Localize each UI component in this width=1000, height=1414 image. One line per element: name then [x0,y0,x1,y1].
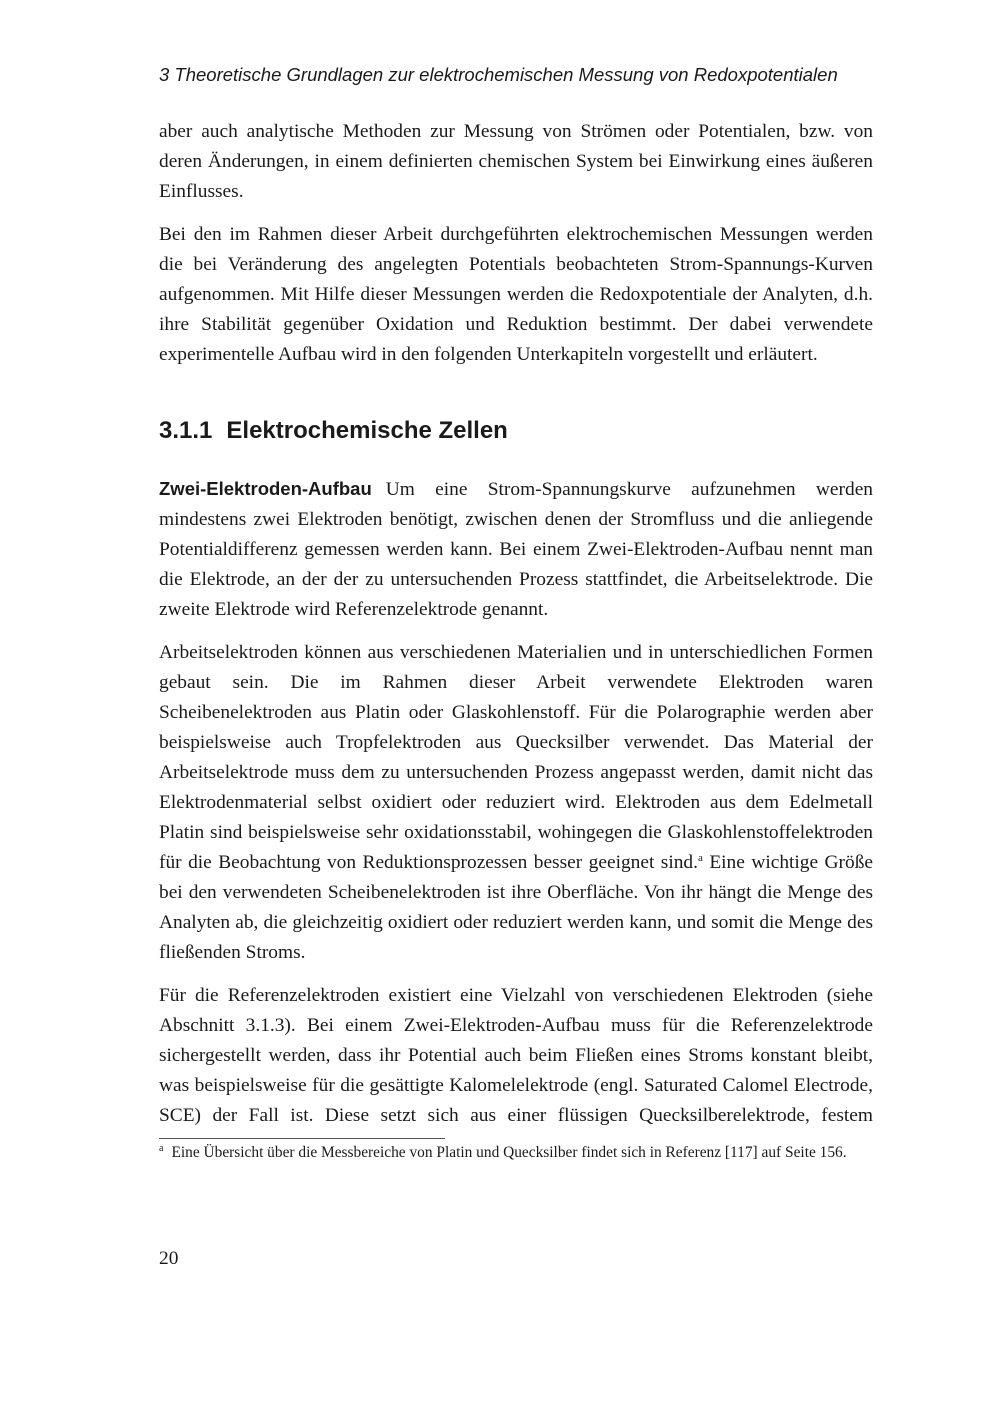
running-header: 3 Theoretische Grundlagen zur elektrochemischen Messung von Redoxpotentialen [159,64,838,85]
two-electrode-paragraph-1-text: Um eine Strom-Spannungskurve aufzunehmen werden mindestens zwei Elektroden benötigt, zwischen denen der Stromfluss und die anliegende Potentialdifferenz gemessen werden kann. Bei einem Zwei-Elektroden-Aufbau nennt man die Elektrode, an der der zu untersuchenden Prozess stattfindet, die Arbeitselektrode. Die zweite Elektrode wird Referenzelektrode genannt. [159,479,873,620]
footnote-reference: a [697,852,703,864]
footnote-divider [159,1138,445,1139]
section-title: Elektrochemische Zellen [226,417,508,444]
section-body [159,474,873,1131]
footnote-mark: a [159,1143,164,1154]
working-electrode-paragraph [159,638,873,968]
intro-paragraph-2: Bei den im Rahmen dieser Arbeit durchgeführten elektrochemischen Messungen werden die bei Veränderung des angelegten Potentials beobachteten Strom-Spannungs-Kurven aufgenommen. Mit Hilfe dieser Messungen werden die Redoxpotentiale der Analyten, d.h. ihre Stabilität gegenüber Oxidation und Reduktion bestimmt. Der dabei verwendete experimentelle Aufbau wird in den folgenden Unterkapiteln vorgestellt und erläutert. [159,224,873,365]
intro-paragraph-1: aber auch analytische Methoden zur Messung von Strömen oder Potentialen, bzw. von deren Änderungen, in einem definierten chemischen System bei Einwirkung eines äußeren Einflusses. [159,121,873,202]
two-electrode-paragraph-1 [159,474,873,625]
working-electrode-text-b: Eine wichtige Größe bei den verwendeten Scheibenelektroden ist ihre Oberfläche. Von ihr hängt die Menge des Analyten ab, die gleichzeitig oxidiert oder reduziert werden kann, und somit die Menge des fließenden Stroms. [159,852,873,963]
intro-block [159,117,873,370]
working-electrode-text-a: Arbeitselektroden können aus verschiedenen Materialien und in unterschiedlichen Formen gebaut sein. Die im Rahmen dieser Arbeit verwendete Elektroden waren Scheibenelektroden aus Platin oder Glaskohlenstoff. Für die Polarographie werden aber beispielsweise auch Tropfelektroden aus Quecksilber verwendet. Das Material der Arbeitselektrode muss dem zu untersuchenden Prozess angepasst werden, damit nicht das Elektrodenmaterial selbst oxidiert oder reduziert wird. Elektroden aus dem Edelmetall Platin sind beispielsweise sehr oxidationsstabil, wohingegen die Glaskohlenstoffelektroden für die Beobachtung von Reduktionsprozessen besser geeignet sind. [159,642,873,873]
footnote [159,1141,873,1164]
run-in-heading: Zwei-Elektroden-Aufbau [159,478,372,499]
section-heading [159,414,508,448]
reference-electrode-paragraph: Für die Referenzelektroden existiert eine Vielzahl von verschiedenen Elektroden (siehe Abschnitt 3.1.3). Bei einem Zwei-Elektroden-Aufbau muss für die Referenzelektrode sichergestellt werden, dass ihr Potential auch beim Fließen eines Stroms konstant bleibt, was beispielsweise für die gesättigte Kalomelelektrode (engl. Saturated Calomel Electrode, SCE) der Fall ist. Diese setzt sich aus einer flüssigen Quecksilberelektrode, festem [159,985,873,1126]
page-number: 20 [159,1248,179,1269]
footnote-text: Eine Übersicht über die Messbereiche von Platin und Quecksilber findet sich in Referenz [117] auf Seite 156. [171,1144,847,1161]
section-number: 3.1.1 [159,417,213,444]
